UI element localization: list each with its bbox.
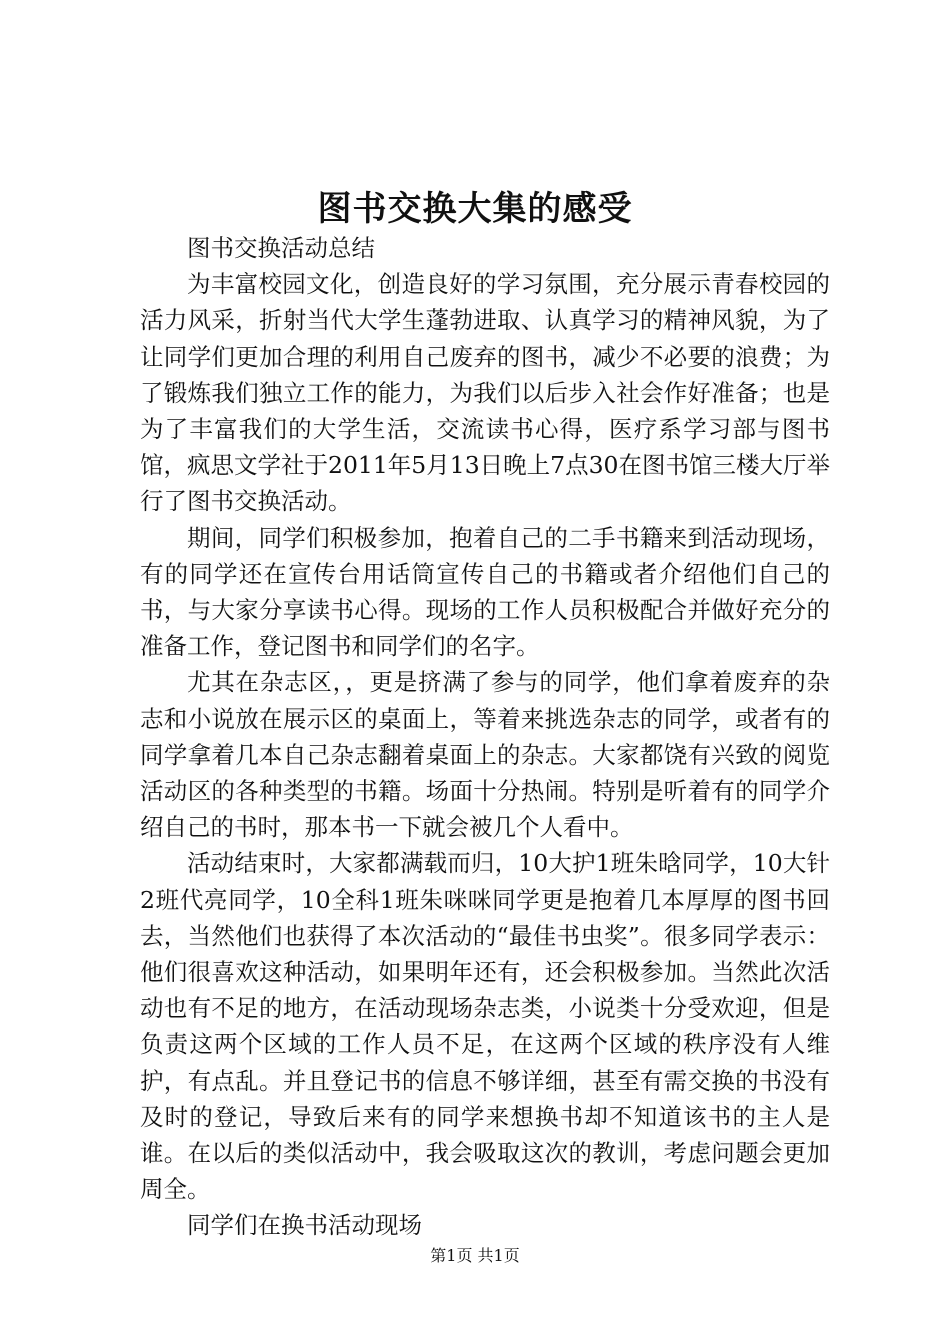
document-title: 图书交换大集的感受: [317, 189, 633, 229]
body-paragraph: 尤其在杂志区，，更是挤满了参与的同学，他们拿着废弃的杂志和小说放在展示区的桌面上，等着来挑选杂志的同学，或者有的同学拿着几本自己杂志翻着桌面上的杂志。大家都饶有兴致的阅览活动区的各种类型的书籍。场面十分热闹。特别是听着有的同学介绍自己的书时，那本书一下就会被几个人看中。: [140, 668, 830, 842]
caption-paragraph: 同学们在换书活动现场: [187, 1211, 422, 1240]
page-number-footer: 第1页 共1页: [430, 1246, 520, 1265]
body-paragraph: 期间，同学们积极参加，抱着自己的二手书籍来到活动现场，有的同学还在宣传台用话筒宣传自己的书籍或者介绍他们自己的书，与大家分享读书心得。现场的工作人员积极配合并做好充分的准备工作，登记图书和同学们的名字。: [140, 523, 830, 661]
subtitle-paragraph: 图书交换活动总结: [187, 234, 375, 262]
body-paragraph: 活动结束时，大家都满载而归，10大护1班朱晗同学，10大针2班代亮同学，10全科1班朱咪咪同学更是抱着几本厚厚的图书回去，当然他们也获得了本次活动的“最佳书虫奖”。很多同学表示：他们很喜欢这种活动，如果明年还有，还会积极参加。当然此次活动也有不足的地方，在活动现场杂志类，小说类十分受欢迎，但是负责这两个区域的工作人员不足，在这两个区域的秩序没有人维护，有点乱。并且登记书的信息不够详细，甚至有需交换的书没有及时的登记，导致后来有的同学来想换书却不知道该书的主人是谁。在以后的类似活动中，我会吸取这次的教训，考虑问题会更加周全。: [140, 849, 830, 1204]
document-body: [140, 230, 830, 1244]
body-paragraph: 为丰富校园文化，创造良好的学习氛围，充分展示青春校园的活力风采，折射当代大学生蓬勃进取、认真学习的精神风貌，为了让同学们更加合理的利用自己废弃的图书，减少不必要的浪费；为了锻炼我们独立工作的能力，为我们以后步入社会作好准备；也是为了丰富我们的大学生活，交流读书心得，医疗系学习部与图书馆，疯思文学社于2011年5月13日晚上7点30在图书馆三楼大厅举行了图书交换活动。: [140, 270, 831, 516]
